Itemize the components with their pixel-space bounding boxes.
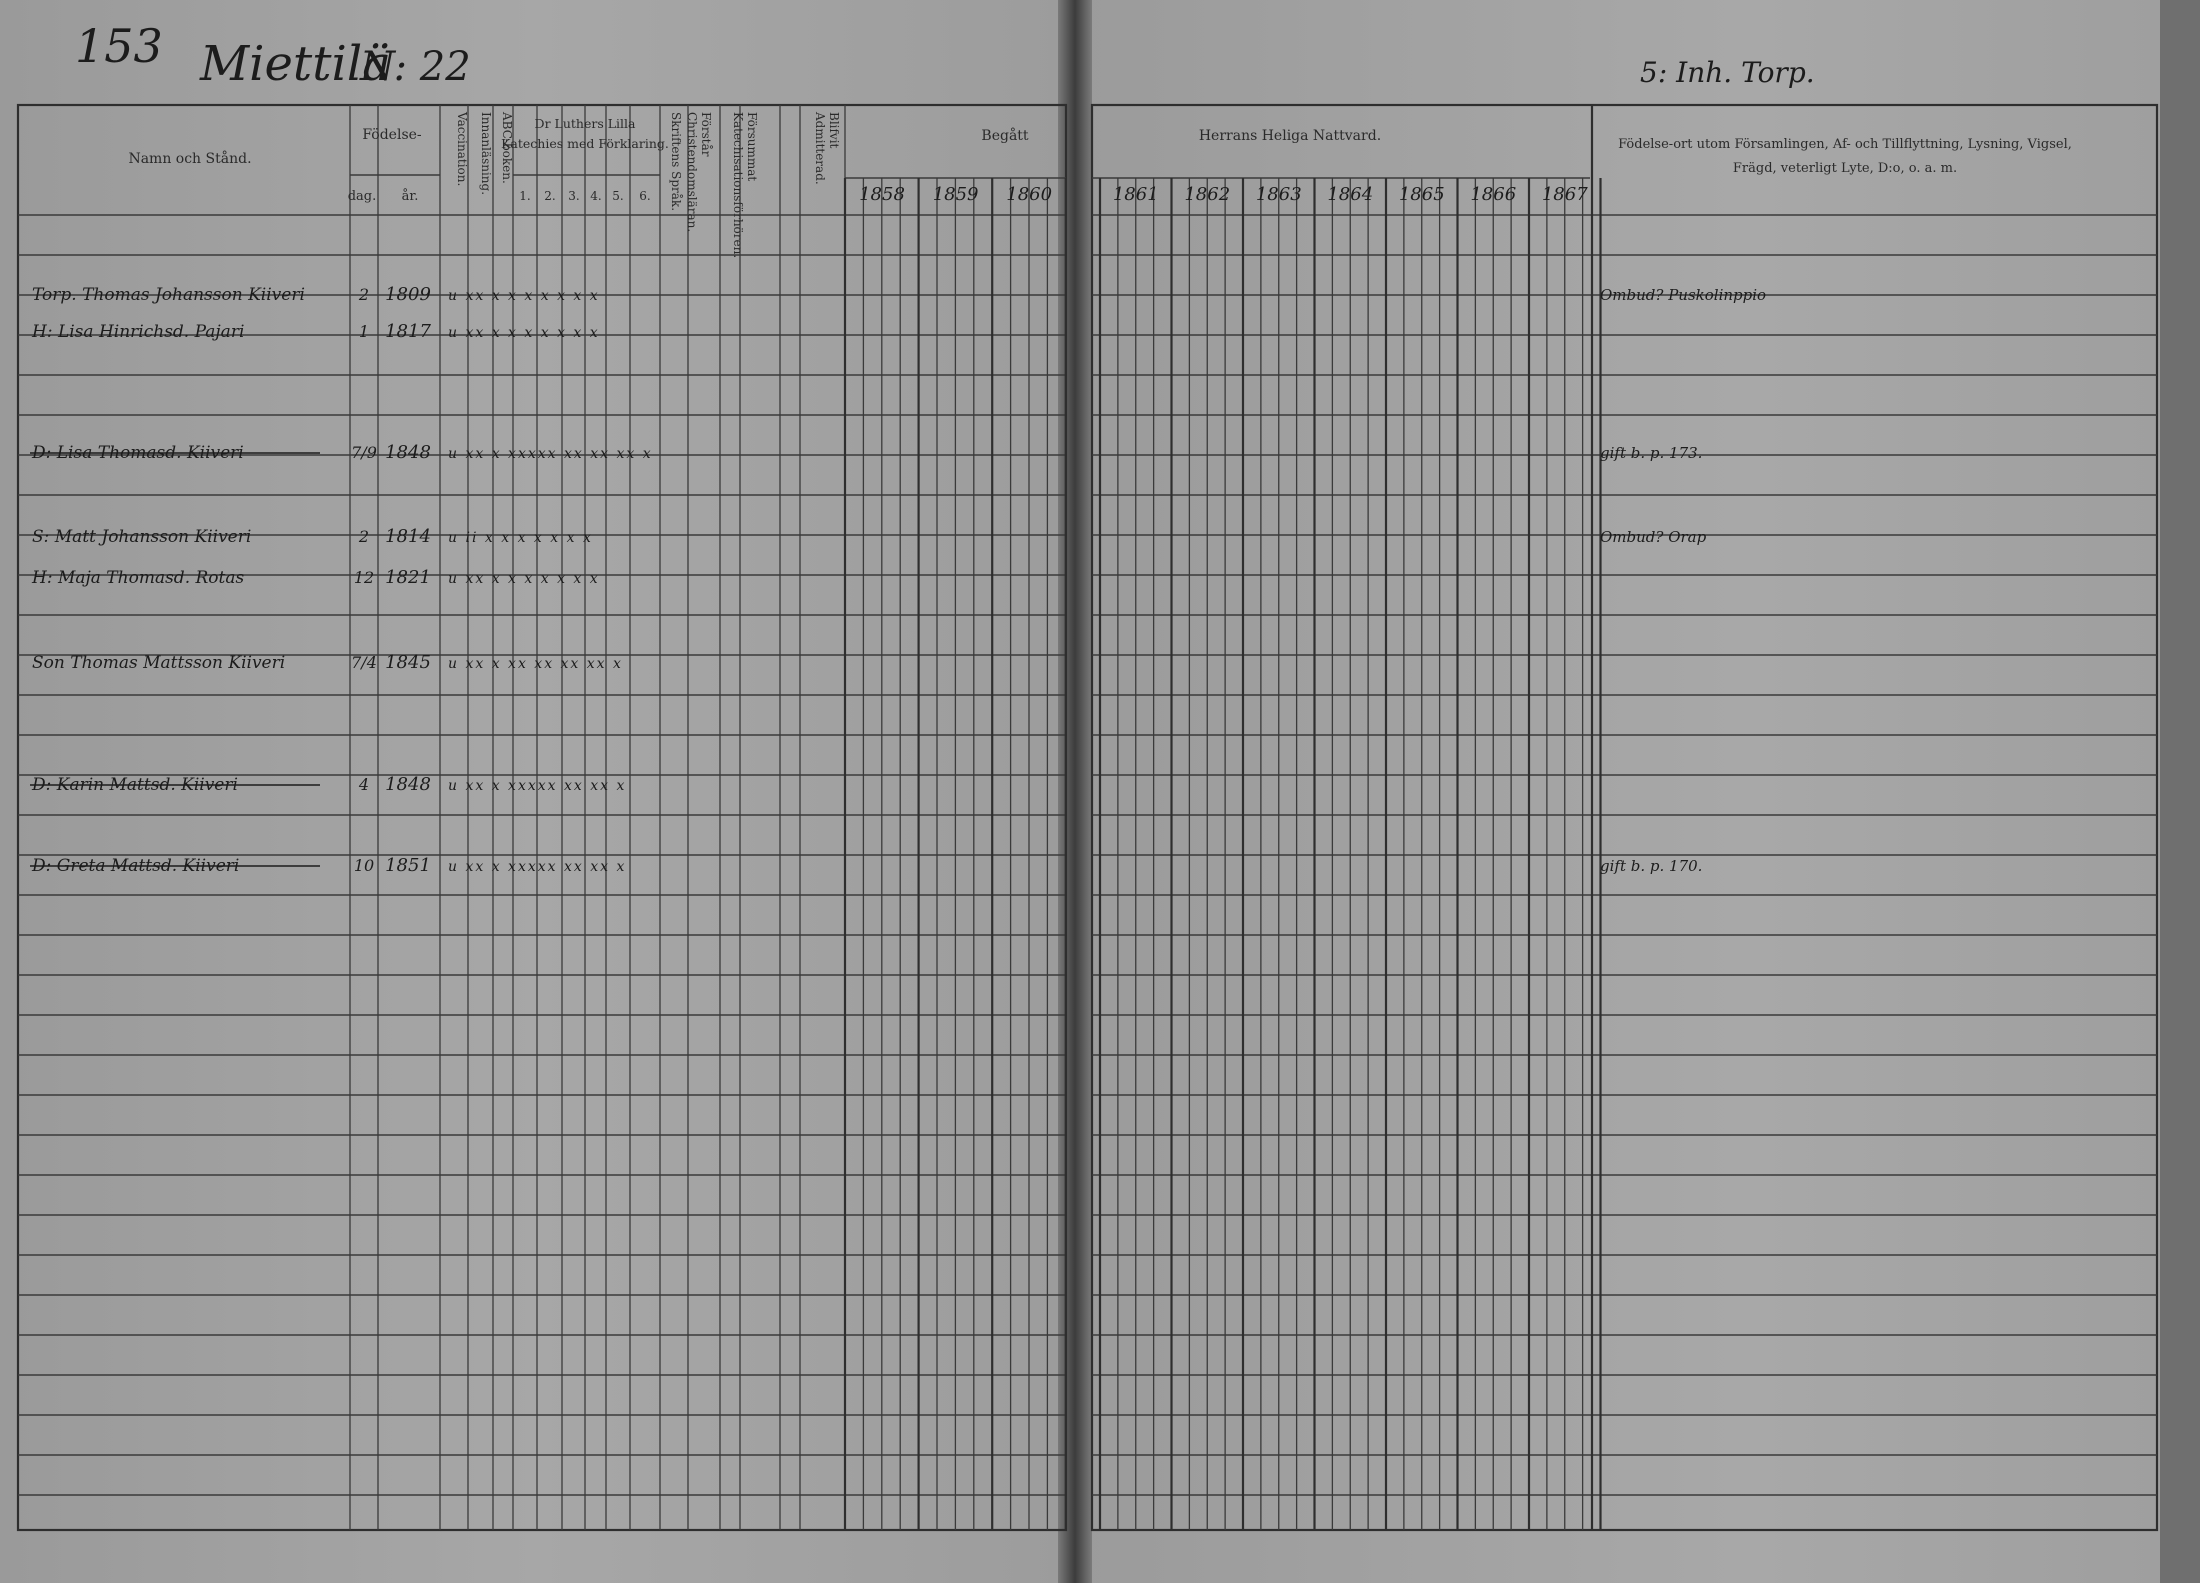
entry-note: Ombud? Orap — [1600, 528, 1707, 546]
year-label: 1863 — [1255, 184, 1302, 205]
header-birth-day: dag. — [347, 189, 377, 204]
entry-marks: u ii x x x x x x x — [448, 530, 593, 546]
year-label: 1859 — [932, 184, 979, 205]
year-label: 1864 — [1327, 184, 1374, 205]
entry-note: gift b. p. 170. — [1600, 857, 1703, 875]
year-label: 1866 — [1470, 184, 1517, 205]
catechism-part-label: 5. — [612, 189, 624, 203]
entry-birth-year: 1821 — [385, 567, 431, 588]
entry-marks: u xx x x x x x x x — [448, 325, 600, 341]
entry-name: H: Maja Thomasd. Rotas — [32, 568, 245, 588]
entry-birth-year: 1851 — [385, 855, 431, 876]
entry-marks: u xx x x x x x x x — [448, 288, 600, 304]
header-name: Namn och Stånd. — [128, 151, 252, 167]
catechism-part-label: 6. — [639, 189, 651, 203]
entry-birth-year: 1848 — [385, 774, 431, 795]
entry-birth-day: 2 — [358, 527, 370, 546]
right-edge-shadow — [2160, 0, 2200, 1583]
header-birth: Födelse- — [362, 127, 422, 143]
entry-birth-day: 7/4 — [351, 653, 377, 672]
entry-name: D: Greta Mattsd. Kiiveri — [32, 856, 240, 876]
header-christian-doctrine: FörstårChristendomsläran. — [685, 112, 713, 233]
header-abc: ABC-boken. — [500, 112, 514, 184]
entry-birth-day: 10 — [353, 856, 375, 875]
catechism-part-label: 3. — [568, 189, 580, 203]
year-label: 1867 — [1541, 184, 1588, 205]
entry-birth-day: 4 — [358, 775, 370, 794]
year-label: 1862 — [1184, 184, 1231, 205]
header-communion: Herrans Heliga Nattvard. — [1198, 128, 1382, 144]
entry-marks: u xx x xxxxx xx xx x — [448, 859, 627, 875]
entry-note: gift b. p. 173. — [1600, 444, 1703, 462]
village-name: Miettilä — [200, 36, 391, 92]
header-catechism: Dr Luthers Lilla Katechies med Förklaring. — [501, 116, 669, 151]
header-admitted: BlifvitAdmitterad. — [813, 112, 841, 185]
entry-name: D: Karin Mattsd. Kiiveri — [32, 775, 238, 795]
header-birth-year: år. — [401, 189, 419, 204]
entry-birth-year: 1814 — [385, 526, 431, 547]
entry-birth-day: 1 — [358, 322, 370, 341]
header-catechetical-exam: FörsummatKatechisationsförhören. — [731, 112, 759, 259]
entry-birth-year: 1845 — [385, 652, 431, 673]
catechism-part-label: 2. — [544, 189, 556, 203]
entry-note: Ombud? Puskolinppio — [1600, 286, 1767, 304]
entry-birth-day: 7/9 — [351, 443, 377, 462]
entry-name: D: Lisa Thomasd. Kiiveri — [32, 443, 244, 463]
entry-marks: u xx x xx xx xx xx x — [448, 656, 623, 672]
entry-marks: u xx x xxxxx xx xx x — [448, 778, 627, 794]
header-reading: Innanläsning. — [479, 112, 493, 196]
year-label: 1861 — [1112, 184, 1159, 205]
year-label: 1860 — [1006, 184, 1053, 205]
entry-birth-year: 1809 — [385, 284, 431, 305]
entry-name: H: Lisa Hinrichsd. Pajari — [32, 322, 245, 342]
entry-marks: u xx x xxxxx xx xx xx x — [448, 446, 653, 462]
header-vaccination: Vaccination. — [455, 112, 469, 187]
header-notes: Födelse-ort utom Församlingen, Af- och Tillflyttning, Lysning, Vigsel, Frägd, veterligt Lyte, D:o, o. a. m. — [1618, 137, 2072, 176]
catechism-part-label: 1. — [519, 189, 531, 203]
entry-birth-year: 1848 — [385, 442, 431, 463]
entry-birth-year: 1817 — [385, 321, 431, 342]
book-gutter — [1058, 0, 1092, 1583]
entry-birth-day: 12 — [353, 568, 375, 587]
page-number: 153 — [75, 19, 163, 73]
year-label: 1858 — [859, 184, 905, 205]
communion-years — [859, 184, 1588, 205]
header-scripture: Skriftens Språk. — [669, 112, 683, 212]
entry-marks: u xx x x x x x x x — [448, 571, 600, 587]
header-begatt: Begått — [981, 128, 1029, 144]
year-label: 1865 — [1398, 184, 1445, 205]
entry-birth-day: 2 — [358, 285, 370, 304]
entry-name: Torp. Thomas Johansson Kiiveri — [32, 285, 305, 305]
house-number: N: 22 — [360, 44, 471, 90]
entry-name: S: Matt Johansson Kiiveri — [32, 527, 252, 547]
entry-name: Son Thomas Mattsson Kiiveri — [32, 653, 286, 673]
catechism-part-label: 4. — [590, 189, 602, 203]
house-status-note: 5: Inh. Torp. — [1640, 56, 1815, 89]
